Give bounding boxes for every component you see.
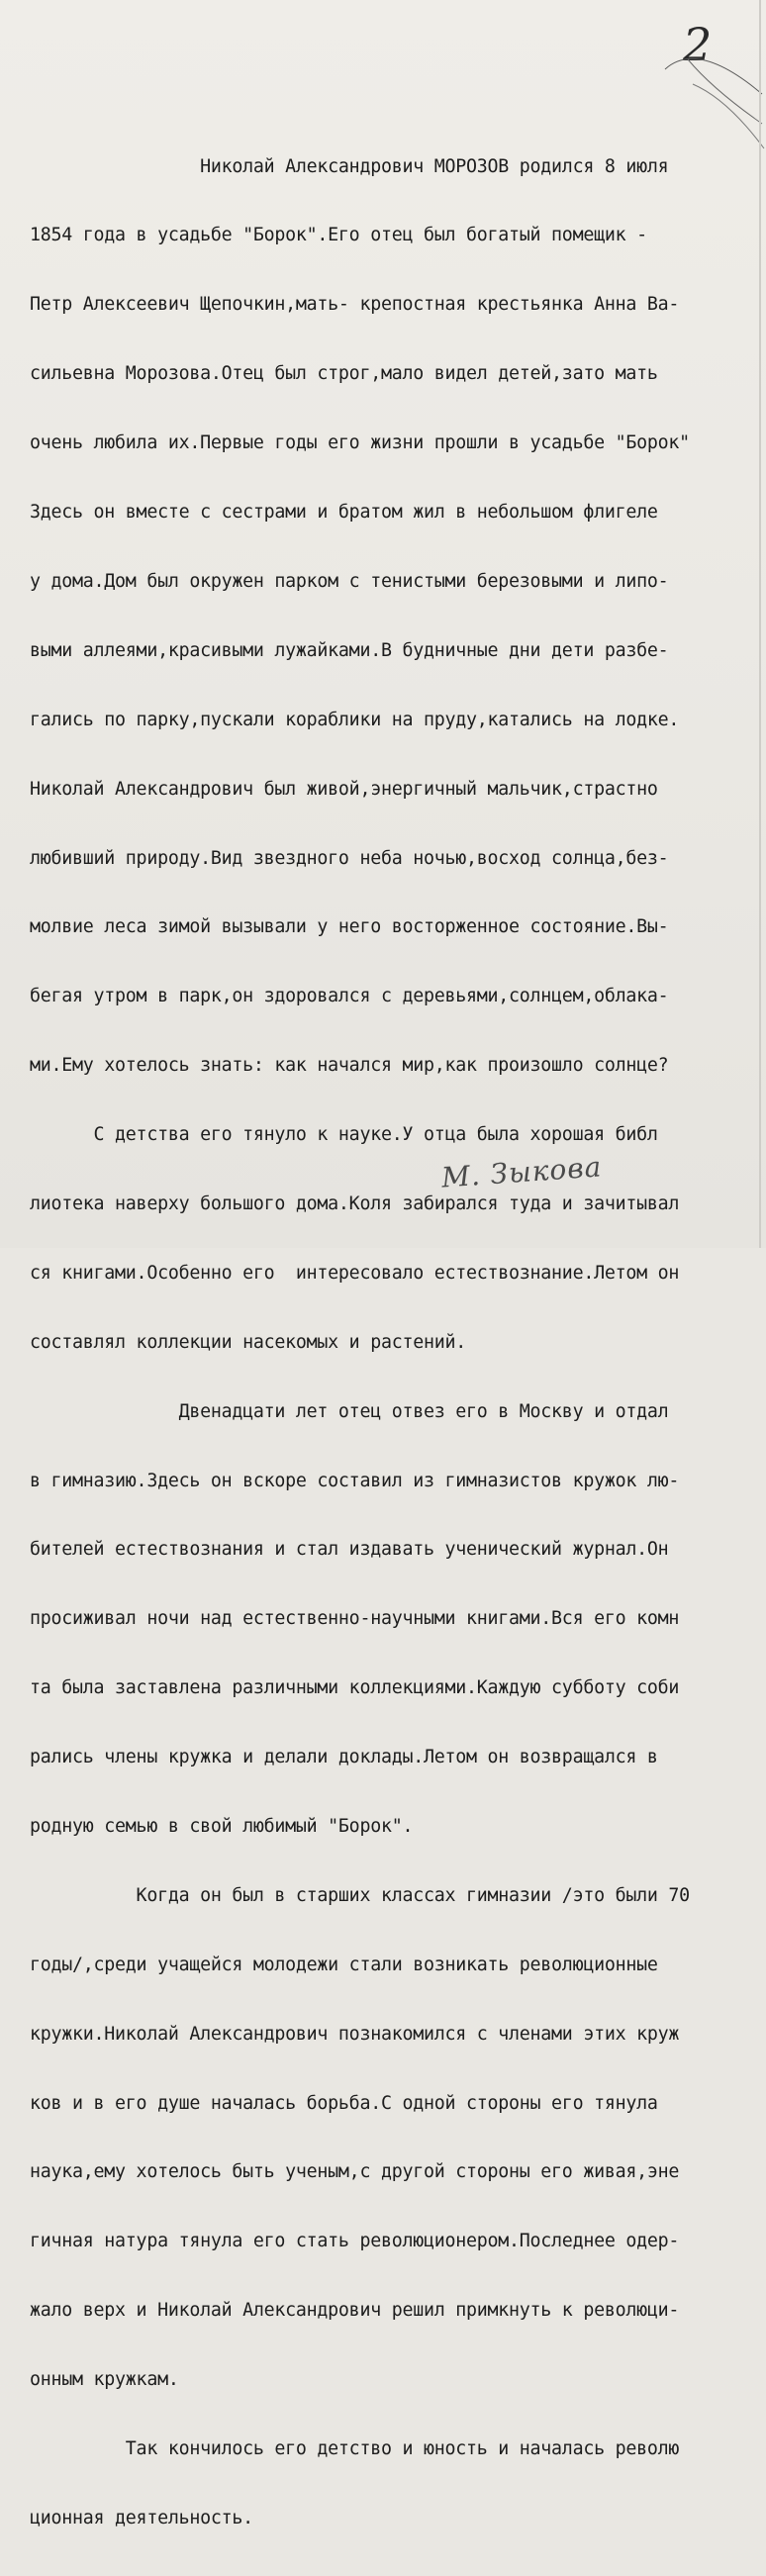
handwritten-signature: М. Зыкова xyxy=(440,1150,604,1194)
text-line: бегая утром в парк,он здоровался с деревьями,солнцем,облака- xyxy=(30,986,669,1007)
text-line: Так кончилось его детство и юность и началась револю xyxy=(30,2437,680,2459)
text-line: бителей естествознания и стал издавать ученический журнал.Он xyxy=(30,1539,669,1561)
text-line: очень любила их.Первые годы его жизни прошли в усадьбе "Борок" xyxy=(30,432,690,454)
text-line: гались по парку,пускали кораблики на пруду,катались на лодке. xyxy=(30,709,680,730)
text-line: составлял коллекции насекомых и растений. xyxy=(30,1331,467,1353)
text-line: годы/,среди учащейся молодежи стали возникать революционные xyxy=(30,1954,658,1975)
text-line: молвие леса зимой вызывали у него восторженное состояние.Вы- xyxy=(30,916,669,938)
text-line: в гимназию.Здесь он вскоре составил из гимназистов кружок лю- xyxy=(30,1470,680,1491)
text-line: Двенадцати лет отец отвез его в Москву и отдал xyxy=(30,1400,669,1422)
text-line: ционная деятельность. xyxy=(30,2507,253,2528)
text-line: 1854 года в усадьбе "Борок".Его отец был богатый помещик - xyxy=(30,225,647,246)
text-line: сильевна Морозова.Отец был строг,мало видел детей,зато мать xyxy=(30,363,658,385)
text-line: С детства его тянуло к науке.У отца была хорошая библ xyxy=(30,1124,658,1146)
text-line: у дома.Дом был окружен парком с тенистыми березовыми и липо- xyxy=(30,570,669,592)
page-number: 2 xyxy=(683,18,711,71)
text-line: кружки.Николай Александрович познакомился с членами этих круж xyxy=(30,2023,680,2045)
text-line: наука,ему хотелось быть ученым,с другой стороны его живая,эне xyxy=(30,2161,680,2183)
text-line: лиотека наверху большого дома.Коля забирался туда и зачитывал xyxy=(30,1193,680,1214)
text-line: та была заставлена различными коллекциями.Каждую субботу соби xyxy=(30,1677,680,1699)
text-line: рались члены кружка и делали доклады.Летом он возвращался в xyxy=(30,1747,658,1768)
text-line: любивший природу.Вид звездного неба ночью,восход солнца,без- xyxy=(30,847,669,869)
text-line: жало верх и Николай Александрович решил примкнуть к революци- xyxy=(30,2300,680,2322)
text-line: Николай Александрович был живой,энергичный мальчик,страстно xyxy=(30,778,658,800)
text-line: Когда он был в старших классах гимназии /это были 70 xyxy=(30,1884,690,1906)
text-line: ся книгами.Особенно его интересовало естествознание.Летом он xyxy=(30,1262,680,1284)
text-line: Николай Александрович МОРОЗОВ родился 8 июля xyxy=(30,155,669,177)
text-line: Петр Алексеевич Щепочкин,мать- крепостная крестьянка Анна Ва- xyxy=(30,294,680,316)
text-line: родную семью в свой любимый "Борок". xyxy=(30,1815,414,1837)
text-line: выми аллеями,красивыми лужайками.В будничные дни дети разбе- xyxy=(30,639,669,661)
text-line: ков и в его душе началась борьба.С одной стороны его тянула xyxy=(30,2092,658,2114)
text-line: просиживал ночи над естественно-научными книгами.Вся его комн xyxy=(30,1608,680,1630)
text-line: Здесь он вместе с сестрами и братом жил в небольшом флигеле xyxy=(30,502,658,524)
typed-text-body xyxy=(30,109,766,2576)
text-line: гичная натура тянула его стать революционером.Последнее одер- xyxy=(30,2231,680,2252)
text-line: онным кружкам. xyxy=(30,2369,179,2391)
text-line: ми.Ему хотелось знать: как начался мир,как произошло солнце? xyxy=(30,1055,669,1077)
